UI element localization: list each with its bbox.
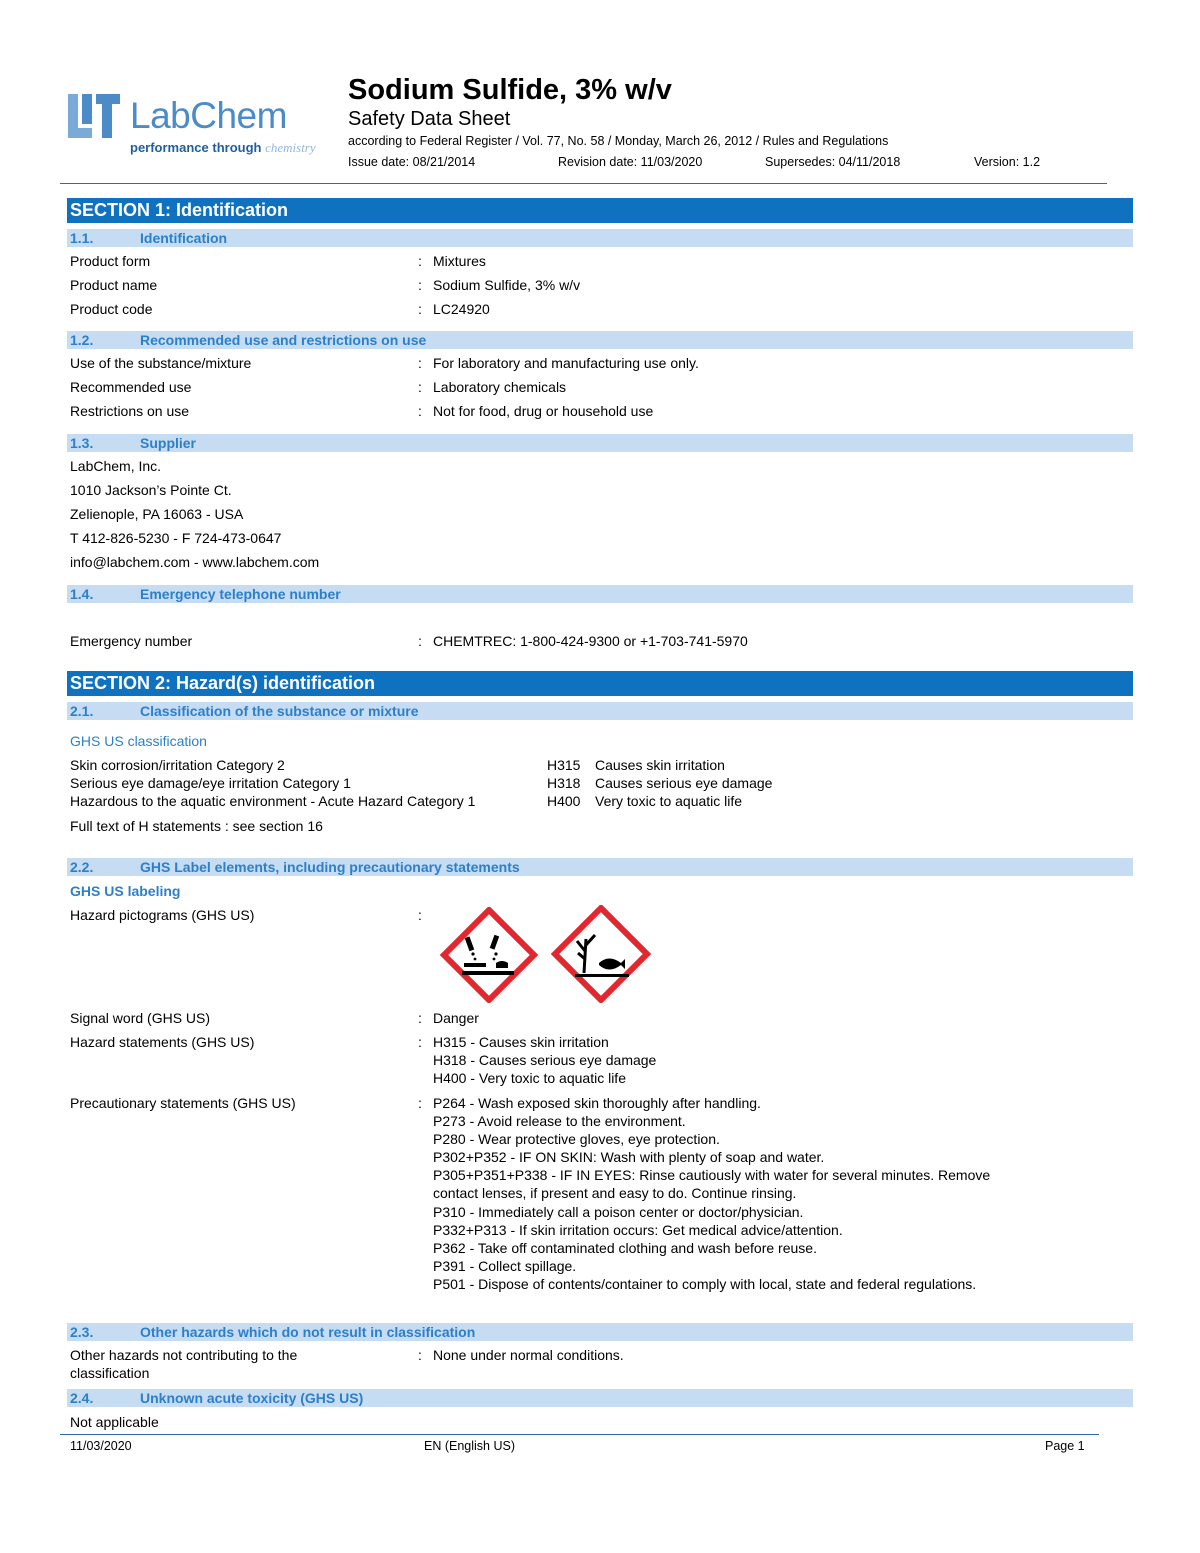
footer-divider [60,1434,1099,1435]
issue-date: Issue date: 08/21/2014 [348,155,476,169]
environment-pictogram-icon [551,905,651,1003]
hazard-code: H400 [547,793,581,810]
colon: : [418,1010,422,1026]
ghs-labeling-heading: GHS US labeling [70,883,181,899]
subsection-1-3-header [67,434,1133,452]
subsection-1-2-header [67,331,1133,349]
hazard-desc: Very toxic to aquatic life [595,793,743,810]
signal-word-value: Danger [433,1010,479,1026]
subsection-title: Identification [140,230,228,246]
colon: : [418,355,422,371]
subsection-title: Unknown acute toxicity (GHS US) [140,1390,364,1406]
precautionary-statement: P305+P351+P338 - IF IN EYES: Rinse cautiously with water for several minutes. Remove [433,1167,991,1184]
precautionary-statement: P391 - Collect spillage. [433,1257,577,1274]
hazard-code-row [547,792,772,810]
hazard-code-row [547,756,772,774]
hazard-code: H318 [547,775,581,792]
subsection-title: GHS Label elements, including precautionary statements [140,859,520,875]
other-hazards-label: Other hazards not contributing to the [70,1347,298,1363]
footer-language: EN (English US) [424,1439,515,1453]
classification-item: Skin corrosion/irritation Category 2 [70,757,285,773]
footer-date: 11/03/2020 [70,1439,132,1453]
revision-date: Revision date: 11/03/2020 [558,155,703,169]
colon: : [418,253,422,269]
classification-item: Hazardous to the aquatic environment - Acute Hazard Category 1 [70,793,476,810]
subsection-title: Other hazards which do not result in classification [140,1324,476,1340]
emergency-number-label: Emergency number [70,633,193,649]
precautionary-statement: P310 - Immediately call a poison center or doctor/physician. [433,1203,804,1220]
recommended-use-value: Laboratory chemicals [433,379,567,395]
hazard-statement: H400 - Very toxic to aquatic life [433,1070,626,1087]
version: Version: 1.2 [974,155,1041,169]
hazard-code: H315 [547,757,581,773]
ghs-classification-heading: GHS US classification [70,733,207,749]
recommended-use-label: Recommended use [70,379,192,395]
hazard-desc: Causes serious eye damage [595,775,773,792]
labchem-logo-icon [68,94,126,140]
supersedes-date: Supersedes: 04/11/2018 [765,155,901,169]
subsection-2-1-header [67,702,1133,720]
subsection-number: 1.4. [70,586,94,602]
hazard-code-row [547,774,772,792]
precautionary-statement: P362 - Take off contaminated clothing and wash before reuse. [433,1239,817,1256]
product-name-label: Product name [70,277,158,293]
colon: : [418,1034,422,1050]
precautionary-statement: P264 - Wash exposed skin thoroughly after handling. [433,1095,761,1111]
precautionary-statement: P332+P313 - If skin irritation occurs: Get medical advice/attention. [433,1221,843,1238]
document-title: Sodium Sulfide, 3% w/v [348,74,672,106]
subsection-2-2-header [67,858,1133,876]
pictograms-label: Hazard pictograms (GHS US) [70,907,255,923]
subsection-title: Recommended use and restrictions on use [140,332,427,348]
subsection-1-1-header [67,229,1133,247]
precautionary-statement: P501 - Dispose of contents/container to comply with local, state and federal regulations. [433,1275,977,1292]
precautionary-statement: P302+P352 - IF ON SKIN: Wash with plenty of soap and water. [433,1149,825,1166]
signal-word-label: Signal word (GHS US) [70,1010,211,1026]
hazard-code-list [547,756,772,810]
hazard-statements-list [433,1033,656,1087]
subsection-number: 2.4. [70,1390,94,1406]
section-1-header: SECTION 1: Identification [67,198,1133,223]
precautionary-statement: P273 - Avoid release to the environment. [433,1113,686,1130]
supplier-phone: T 412-826-5230 - F 724-473-0647 [70,530,282,546]
document-subtitle: Safety Data Sheet [348,108,511,130]
product-code-value: LC24920 [433,301,490,317]
supplier-name: LabChem, Inc. [70,458,162,474]
section-2-header: SECTION 2: Hazard(s) identification [67,671,1133,696]
emergency-number-value: CHEMTREC: 1-800-424-9300 or +1-703-741-5970 [433,633,748,649]
use-label: Use of the substance/mixture [70,355,252,371]
labchem-logo [68,90,343,160]
subsection-number: 2.1. [70,703,94,719]
full-text-note: Full text of H statements : see section 16 [70,818,323,834]
restrictions-value: Not for food, drug or household use [433,403,654,419]
colon: : [418,633,422,649]
subsection-number: 1.2. [70,332,94,348]
other-hazards-label-cont: classification [70,1365,150,1381]
product-form-label: Product form [70,253,151,269]
logo-wordmark: LabChem [130,95,287,136]
colon: : [418,403,422,419]
subsection-number: 1.1. [70,230,94,246]
hazard-statements-label: Hazard statements (GHS US) [70,1034,255,1050]
footer-page-number: Page 1 [1045,1439,1085,1453]
colon: : [418,1095,422,1111]
logo-tagline-a: performance through [130,140,262,155]
supplier-city: Zelienople, PA 16063 - USA [70,506,244,522]
hazard-statement: H318 - Causes serious eye damage [433,1052,657,1069]
classification-list [70,756,475,810]
product-name-value: Sodium Sulfide, 3% w/v [433,277,581,293]
precautionary-statement: P280 - Wear protective gloves, eye protection. [433,1131,720,1148]
precautionary-statement: contact lenses, if present and easy to do. Continue rinsing. [433,1185,797,1202]
hazard-desc: Causes skin irritation [595,757,725,773]
classification-item: Serious eye damage/eye irritation Category 1 [70,775,351,792]
product-code-label: Product code [70,301,153,317]
regulation-reference: according to Federal Register / Vol. 77, No. 58 / Monday, March 26, 2012 / Rules and Regulations [348,134,889,148]
colon: : [418,277,422,293]
logo-tagline-b: chemistry [265,140,316,155]
colon: : [418,1347,422,1363]
hazard-statement: H315 - Causes skin irritation [433,1034,609,1050]
subsection-2-3-header [67,1323,1133,1341]
subsection-number: 1.3. [70,435,94,451]
other-hazards-value: None under normal conditions. [433,1347,624,1363]
colon: : [418,301,422,317]
use-value: For laboratory and manufacturing use only. [433,355,699,371]
subsection-number: 2.2. [70,859,94,875]
logo-tagline [130,140,316,156]
restrictions-label: Restrictions on use [70,403,190,419]
colon: : [418,907,422,923]
colon: : [418,379,422,395]
header-divider [60,183,1107,184]
acute-toxicity-text: Not applicable [70,1414,159,1430]
precautionary-statements-list [433,1094,990,1293]
subsection-title: Supplier [140,435,197,451]
precautionary-statements-label: Precautionary statements (GHS US) [70,1095,296,1111]
subsection-2-4-header [67,1389,1133,1407]
subsection-title: Classification of the substance or mixture [140,703,419,719]
subsection-title: Emergency telephone number [140,586,341,602]
corrosion-pictogram-icon [440,907,538,1003]
supplier-contact: info@labchem.com - www.labchem.com [70,554,320,570]
supplier-street: 1010 Jackson’s Pointe Ct. [70,482,232,498]
subsection-1-4-header [67,585,1133,603]
product-form-value: Mixtures [433,253,486,269]
subsection-number: 2.3. [70,1324,94,1340]
